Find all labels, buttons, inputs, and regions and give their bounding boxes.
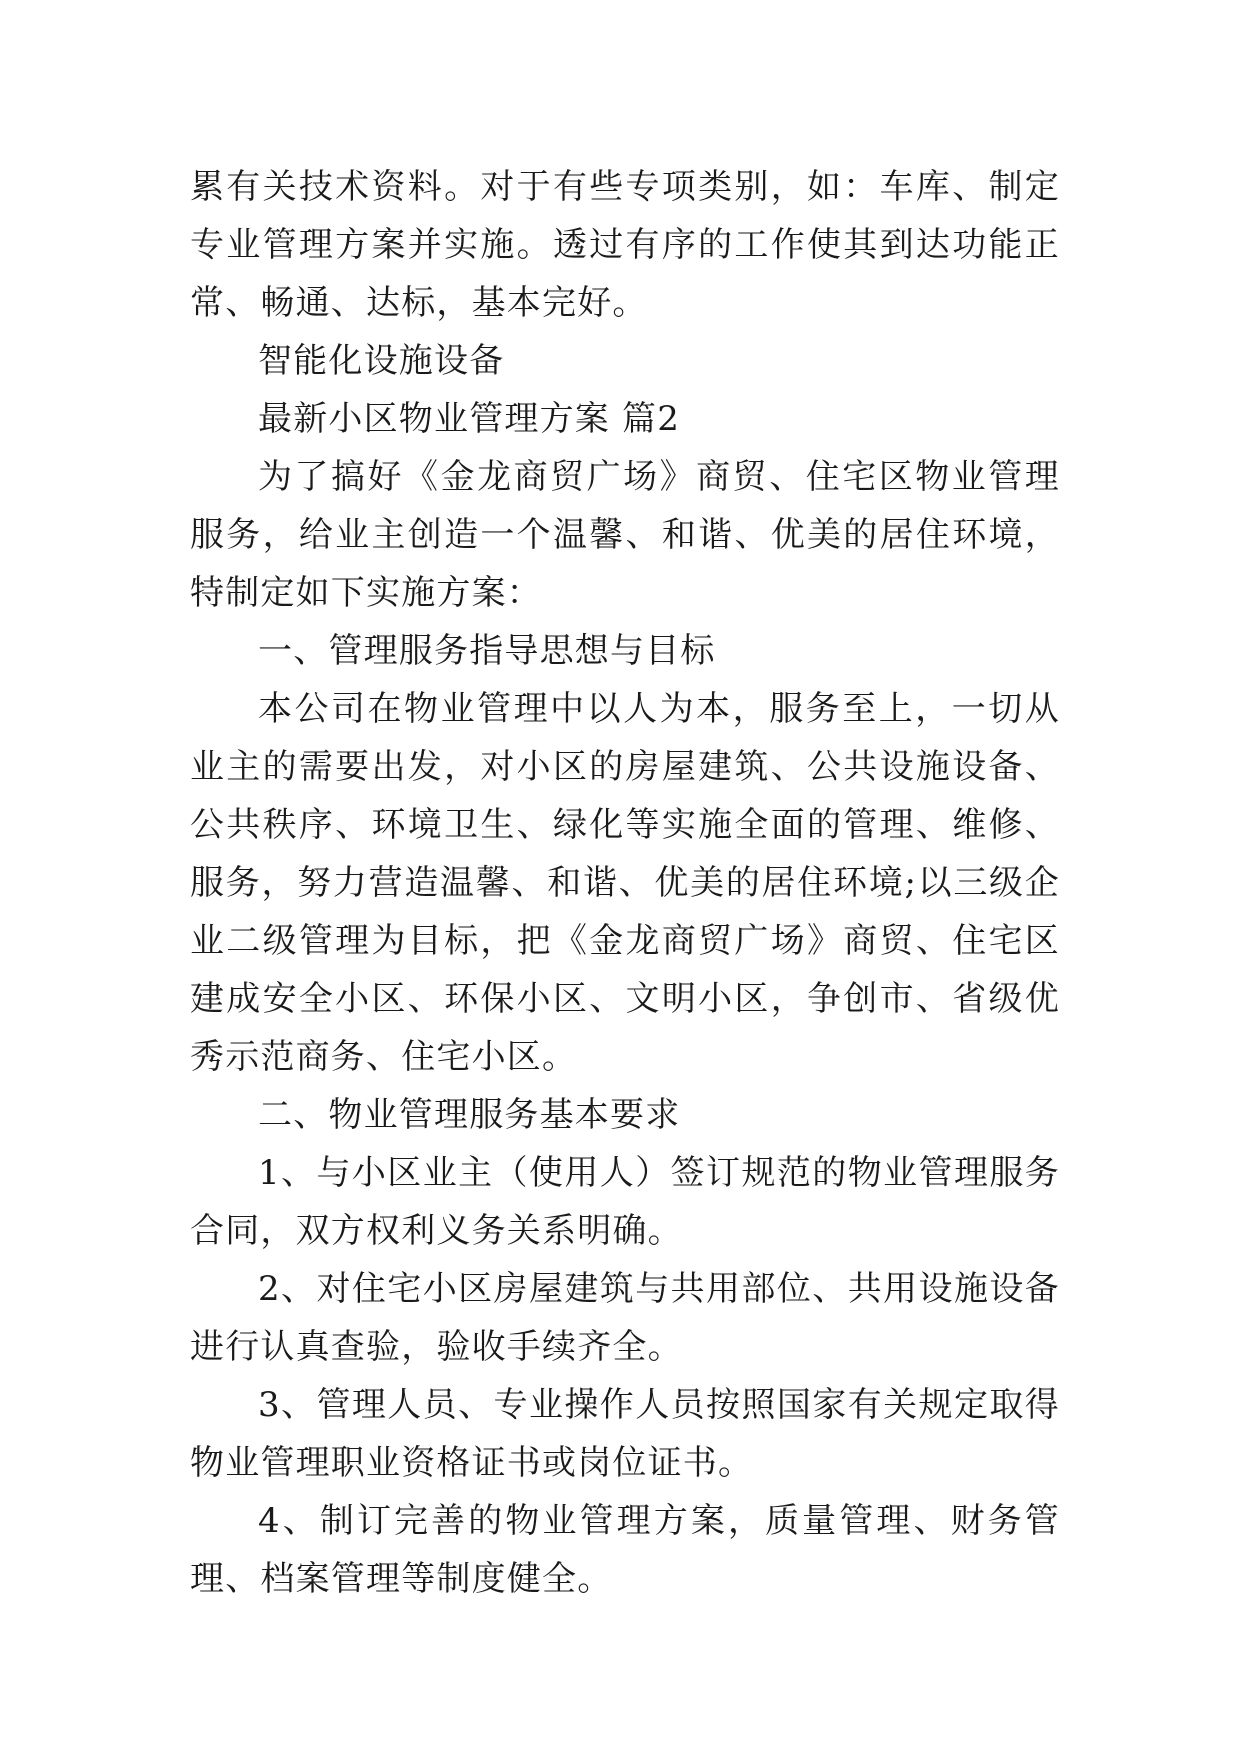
paragraph-principles-body: 本公司在物业管理中以人为本，服务至上，一切从业主的需要出发，对小区的房屋建筑、公共设施设备、公共秩序、环境卫生、绿化等实施全面的管理、维修、服务，努力营造温馨、和谐、优美的居住环境;以三级企业二级管理为目标，把《金龙商贸广场》商贸、住宅区建成安全小区、环保小区、文明小区，争创市、省级优秀示范商务、住宅小区。	[190, 689, 1060, 1077]
list-item-requirement-2: 2、对住宅小区房屋建筑与共用部位、共用设施设备进行认真查验，验收手续齐全。	[190, 1269, 1060, 1367]
list-item-requirement-3: 3、管理人员、专业操作人员按照国家有关规定取得物业管理职业资格证书或岗位证书。	[190, 1385, 1060, 1483]
list-item-requirement-4: 4、制订完善的物业管理方案，质量管理、财务管理、档案管理等制度健全。	[190, 1501, 1060, 1599]
document-body	[190, 158, 1060, 1608]
heading-basic-requirements: 二、物业管理服务基本要求	[258, 1095, 681, 1135]
section-heading-plan-2: 最新小区物业管理方案 篇2	[258, 399, 681, 439]
paragraph-continuation: 累有关技术资料。对于有些专项类别，如：车库、制定专业管理方案并实施。透过有序的工作使其到达功能正常、畅通、达标，基本完好。	[190, 167, 1060, 323]
heading-guiding-principles: 一、管理服务指导思想与目标	[258, 631, 716, 671]
paragraph-intro: 为了搞好《金龙商贸广场》商贸、住宅区物业管理服务，给业主创造一个温馨、和谐、优美的居住环境，特制定如下实施方案：	[190, 457, 1060, 613]
list-item-requirement-1: 1、与小区业主（使用人）签订规范的物业管理服务合同，双方权利义务关系明确。	[190, 1153, 1060, 1251]
paragraph-smart-facilities: 智能化设施设备	[258, 341, 505, 381]
